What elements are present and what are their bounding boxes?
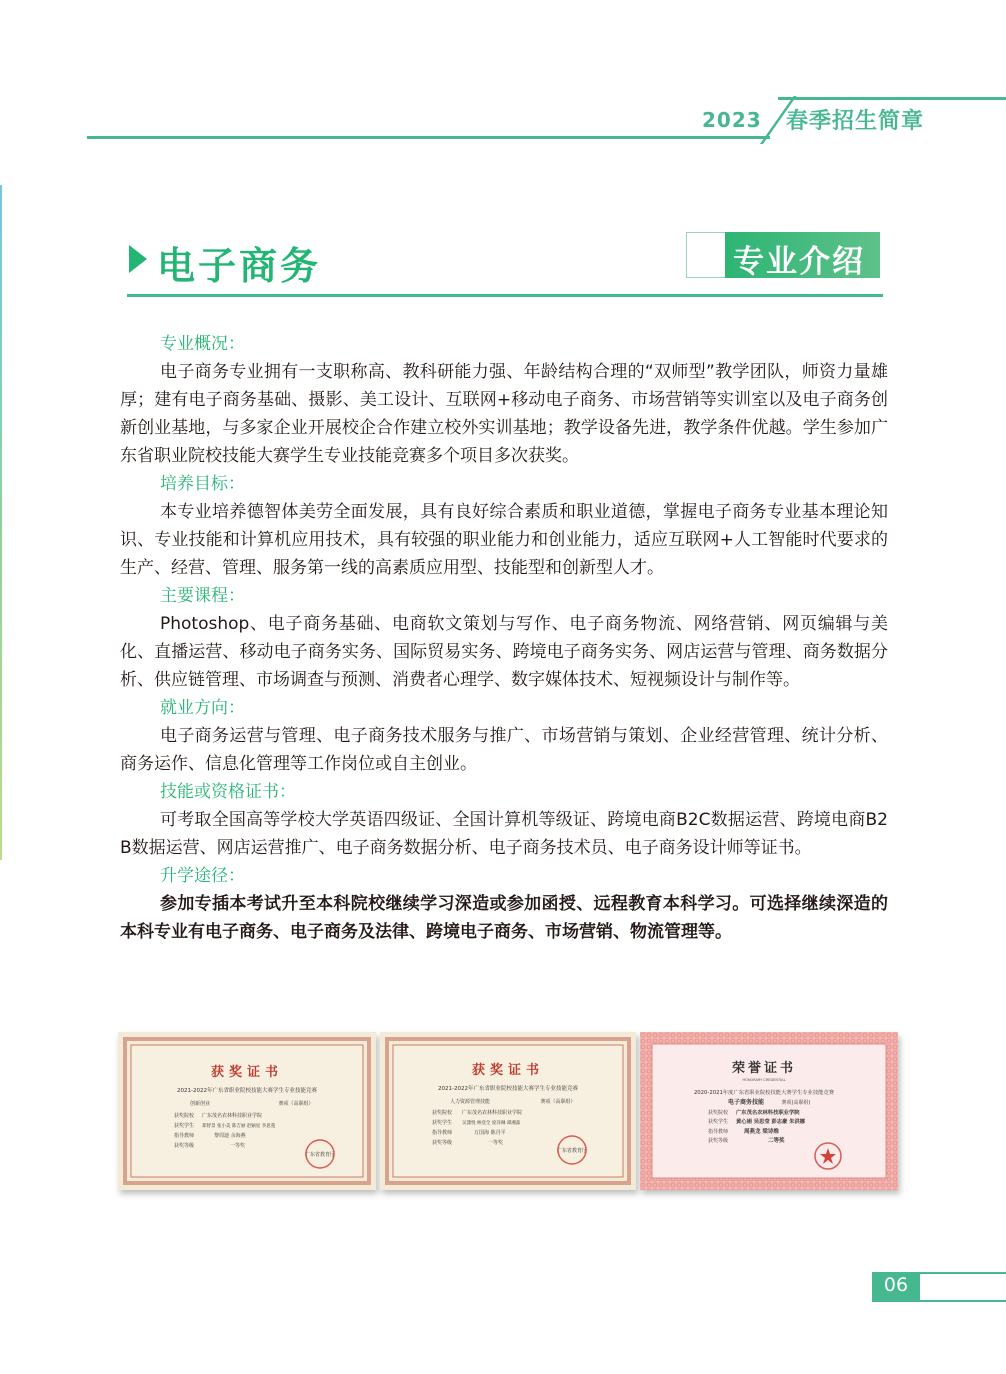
cert-2-project: 人力资源管理技能	[449, 1099, 491, 1105]
cert-1-teacher: 黎周迪 余海燕	[214, 1133, 246, 1139]
cert-2-issuer: 广东省教育厅	[556, 1148, 588, 1154]
cert-1-level: 赛项（高职组）	[278, 1101, 314, 1107]
cert-1-teacher-label: 指导教师	[174, 1133, 195, 1139]
cert-2-line1: 2021-2022年广东省职业院校技能大赛学生专业技能竞赛	[438, 1086, 578, 1092]
cert-3-level: 赛项(高职组)	[781, 1100, 811, 1106]
cert-2-teacher-label: 指导教师	[432, 1130, 453, 1136]
cert-1-title: 获奖证书	[210, 1065, 284, 1080]
cert-3-school: 广东茂名农林科技职业学院	[736, 1110, 800, 1116]
cert-3-student: 黄心娟 吴思莹 彭志豪 朱洪娜	[736, 1119, 806, 1125]
header-title: 春季招生简章	[786, 109, 925, 134]
cert-2-school-label: 获奖院校	[432, 1110, 453, 1116]
cert-2-school: 广东茂名农林科技职业学院	[462, 1110, 523, 1116]
cert-3-teacher: 周燕龙 梁诗维	[744, 1129, 779, 1135]
heading-overview: 专业概况：	[160, 334, 245, 354]
cert-1-school-label: 获奖院校	[174, 1113, 195, 1119]
heading-further-study: 升学途径：	[160, 866, 245, 886]
cert-1-project: 创新创业	[189, 1101, 211, 1107]
play-triangle-icon	[129, 245, 147, 273]
cert-2-level: 赛项（高职组）	[540, 1099, 576, 1105]
header-rule	[87, 136, 770, 139]
cert-1-student: 郑智景 张小美 陈吉丽 赵颖星 李思蔓	[202, 1124, 276, 1129]
cert-2-grade-label: 获奖等级	[432, 1140, 453, 1146]
heading-careers: 就业方向：	[160, 698, 245, 718]
cert-1-student-label: 获奖学生	[174, 1123, 195, 1129]
paragraph-goals: 本专业培养德智体美劳全面发展，具有良好综合素质和职业道德，掌握电子商务专业基本理论知识、专业技能和计算机应用技术，具有较强的职业能力和创业能力，适应互联网+人工智能时代要求的生产、经营、管理、服务第一线的高素质应用型、技能型和创新型人才。	[120, 502, 888, 578]
heading-goals: 培养目标：	[160, 474, 245, 494]
cert-3-line1: 2020-2021年度广东省职业院校技能大赛学生专业技能竞赛	[693, 1090, 835, 1096]
page-number: 06	[883, 1274, 909, 1296]
header-year: 2023	[702, 108, 762, 132]
cert-3-grade-label: 获奖等级	[708, 1138, 729, 1144]
cert-3-teacher-label: 指导教师	[708, 1129, 729, 1135]
paragraph-further-study: 参加专插本考试升至本科院校继续学习深造或参加函授、远程教育本科学习。可选择继续深造的本科专业有电子商务、电子商务及法律、跨境电子商务、市场营销、物流管理等。	[120, 894, 888, 942]
certificate-gallery	[118, 1032, 900, 1194]
certificate-3	[640, 1032, 898, 1190]
cert-3-grade: 二等奖	[768, 1138, 785, 1144]
cert-2-student: 吴潇悦 林登全 庞泽琳 谭湘淼	[462, 1121, 521, 1126]
paragraph-careers: 电子商务运营与管理、电子商务技术服务与推广、市场营销与策划、企业经营管理、统计分析、商务运作、信息化管理等工作岗位或自主创业。	[120, 726, 888, 774]
cert-3-title: 荣誉证书	[731, 1061, 797, 1076]
left-edge-stripe	[0, 185, 2, 860]
heading-certificates: 技能或资格证书：	[160, 782, 296, 802]
cert-3-school-label: 获奖院校	[708, 1110, 729, 1116]
paragraph-courses: Photoshop、电子商务基础、电商软文策划与写作、电子商务物流、网络营销、网页编辑与美化、直播运营、移动电子商务实务、国际贸易实务、跨境电子商务实务、网店运营与管理、商务数据分析、供应链管理、市场调查与预测、消费者心理学、数字媒体技术、短视频设计与制作等。	[120, 614, 888, 690]
cert-1-grade: 一等奖	[230, 1143, 246, 1149]
cert-3-subtitle: HONORARY CREDENTIAL	[742, 1078, 786, 1082]
cert-2-title: 获奖证书	[471, 1063, 545, 1078]
certificate-2	[380, 1032, 636, 1190]
cert-2-teacher: 万国海 陈丹平	[474, 1130, 506, 1136]
section-badge: 专业介绍	[733, 244, 865, 280]
cert-2-grade: 一等奖	[488, 1140, 504, 1146]
cert-1-issuer: 广东省教育厅	[304, 1152, 336, 1158]
page-rule-bottom	[920, 1300, 1006, 1302]
page-rule-top	[920, 1272, 1006, 1274]
certificate-2-image	[380, 1032, 636, 1190]
cert-1-line1: 2021-2022年广东省职业院校技能大赛学生专业技能竞赛	[177, 1088, 317, 1094]
certificate-3-image	[640, 1032, 898, 1190]
paragraph-certificates: 可考取全国高等学校大学英语四级证、全国计算机等级证、跨境电商B2C数据运营、跨境电商B2B数据运营、网店运营推广、电子商务数据分析、电子商务技术员、电子商务设计师等证书。	[120, 810, 888, 858]
heading-courses: 主要课程：	[160, 586, 245, 606]
certificate-1-image	[118, 1032, 376, 1190]
section-rule	[127, 294, 883, 297]
cert-2-student-label: 获奖学生	[432, 1120, 453, 1126]
cert-1-school: 广东茂名农林科技职业学院	[202, 1113, 263, 1119]
cert-3-student-label: 获奖学生	[708, 1119, 729, 1125]
paragraph-overview: 电子商务专业拥有一支职称高、教科研能力强、年龄结构合理的“双师型”教学团队，师资力量雄厚；建有电子商务基础、摄影、美工设计、互联网+移动电子商务、市场营销等实训室以及电子商务创新创业基地，与多家企业开展校企合作建立校外实训基地；教学设备先进，教学条件优越。学生参加广东省职业院校技能大赛学生专业技能竞赛多个项目多次获奖。	[120, 362, 888, 466]
cert-3-project: 电子商务技能	[727, 1099, 765, 1106]
certificate-1	[118, 1032, 376, 1190]
section-title: 电子商务	[157, 244, 322, 288]
cert-1-grade-label: 获奖等级	[174, 1143, 195, 1149]
header-rule-right	[778, 97, 1006, 100]
content-body	[120, 330, 888, 946]
